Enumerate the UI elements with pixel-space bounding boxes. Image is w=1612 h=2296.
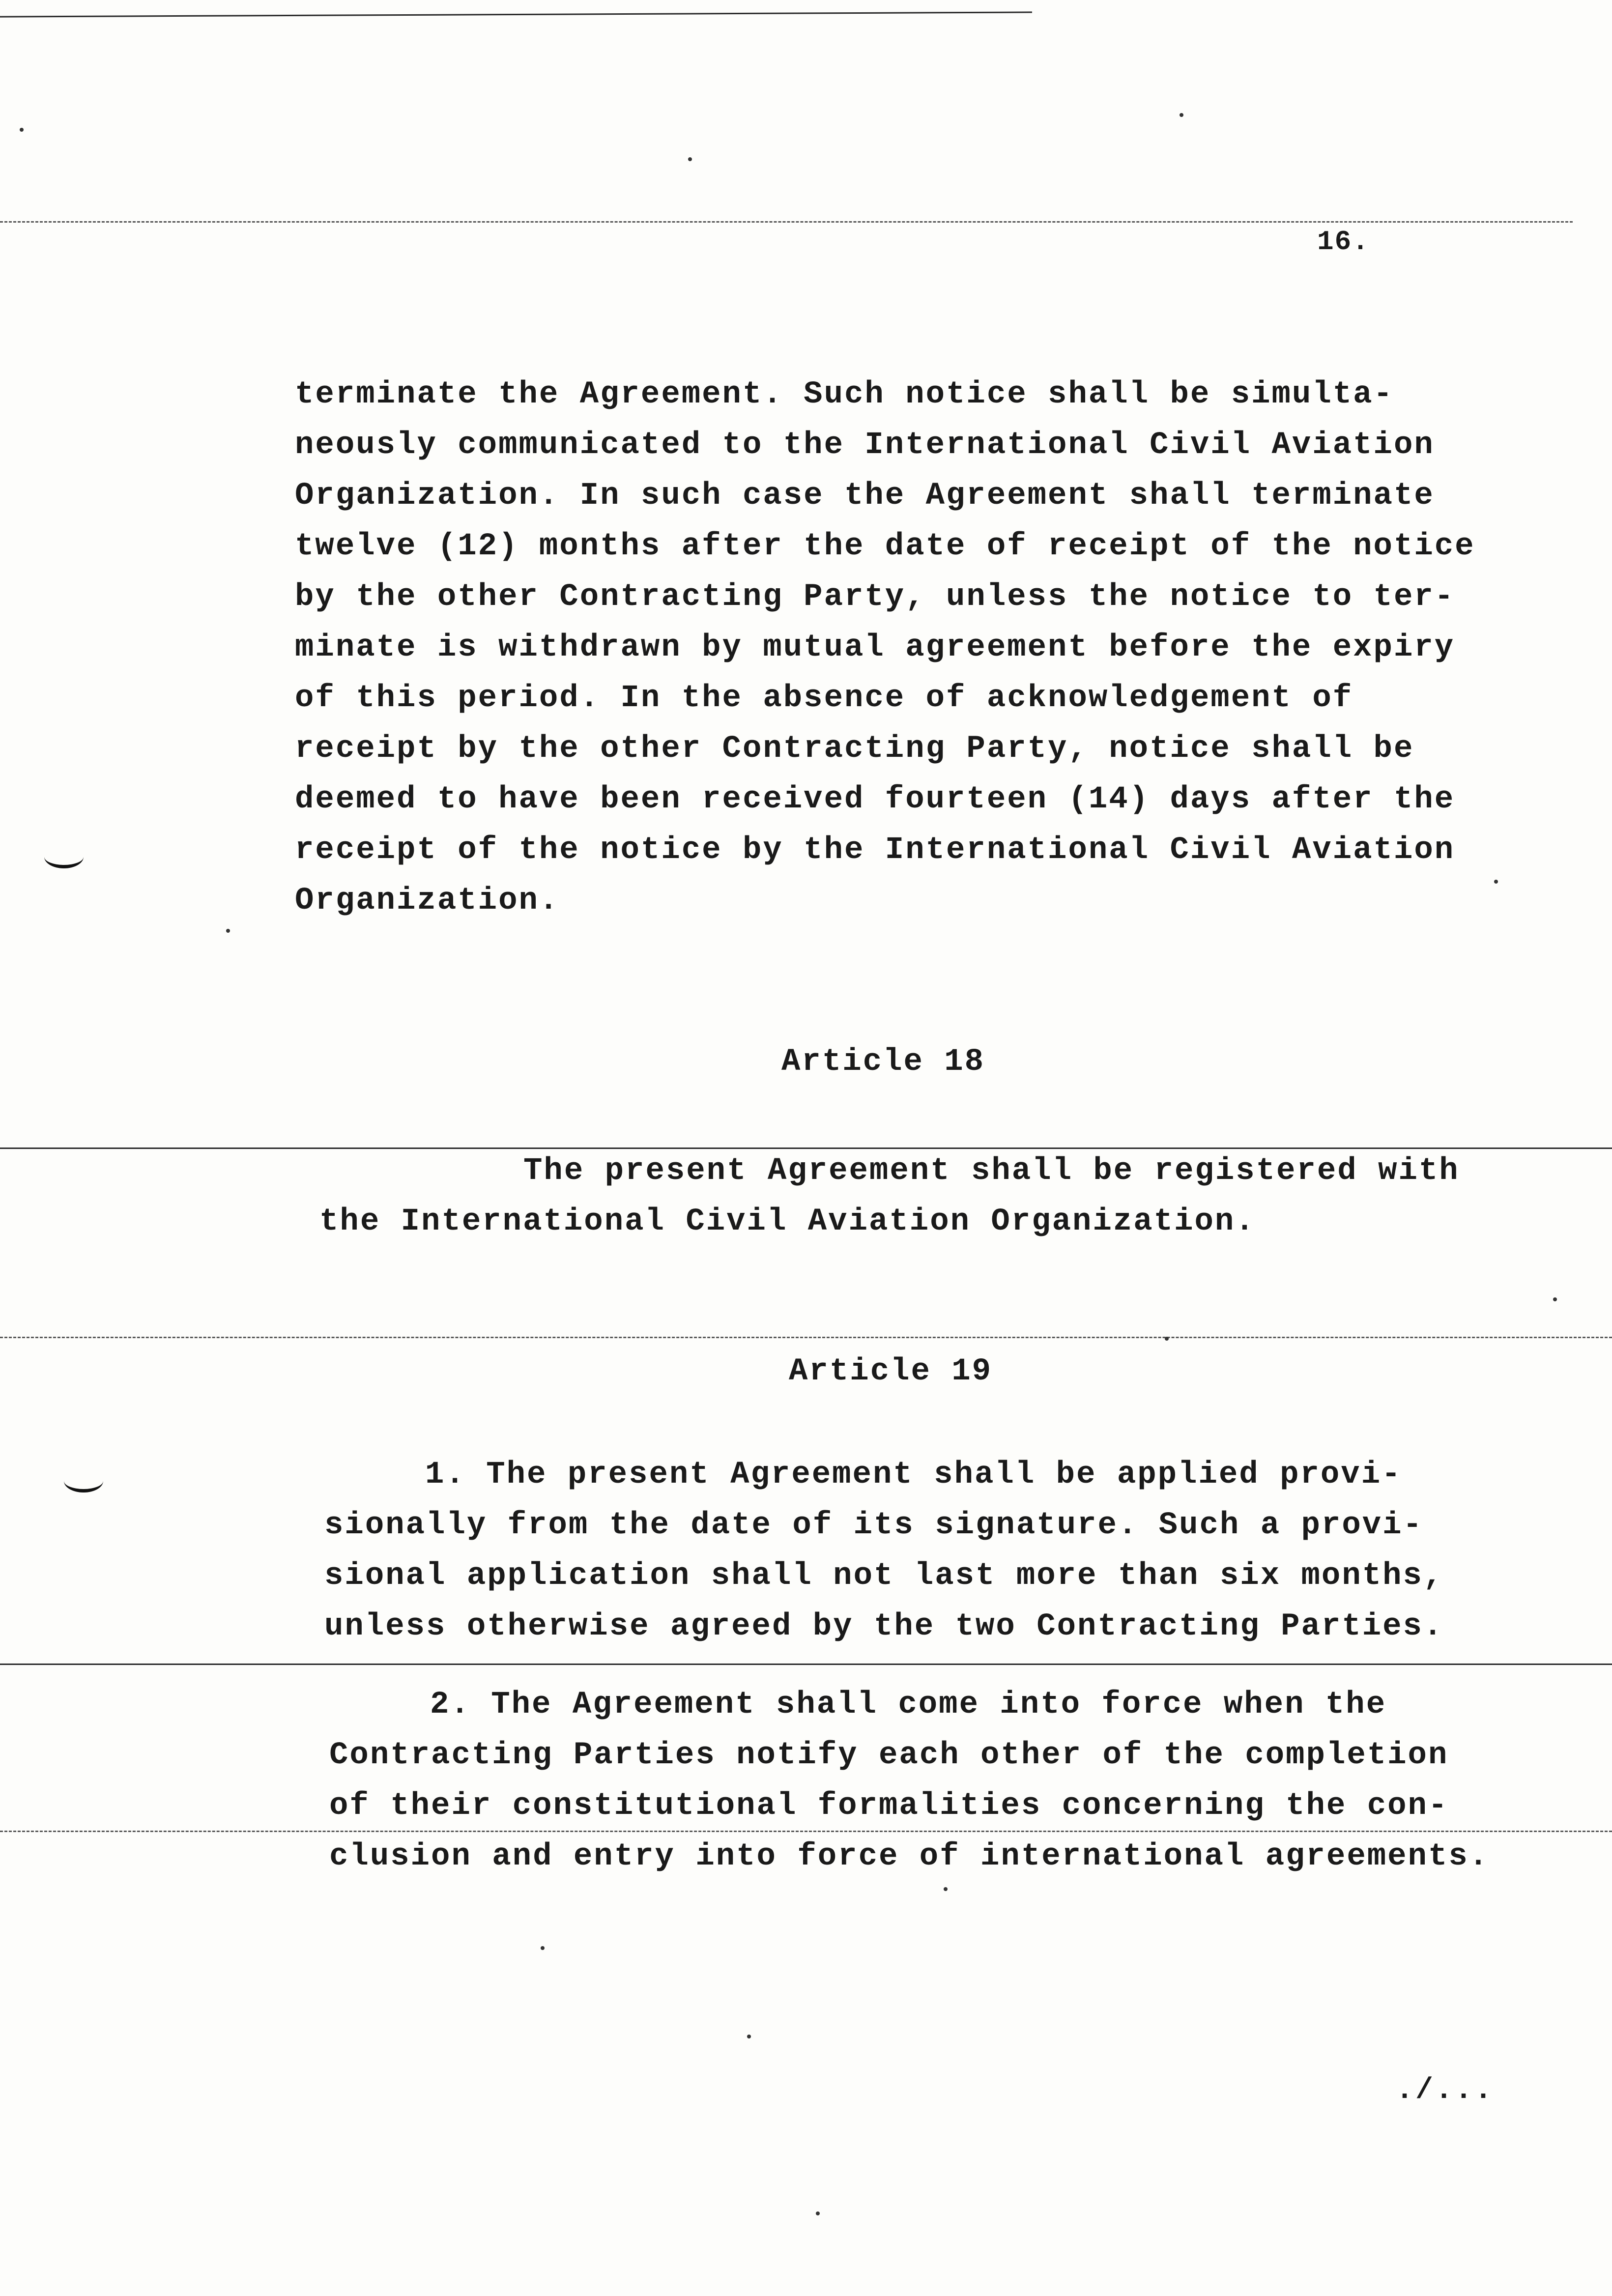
text-line: clusion and entry into force of international agreements.	[329, 1839, 1490, 1874]
text-line: 1. The present Agreement shall be applied provi-	[425, 1457, 1402, 1492]
punch-mark	[44, 845, 84, 868]
article-18-paragraph	[319, 1146, 1460, 1247]
text-line: twelve (12) months after the date of receipt of the notice	[295, 529, 1475, 564]
article-17-tail-paragraph	[295, 370, 1475, 926]
text-line: the International Civil Aviation Organization.	[319, 1204, 1256, 1239]
text-line: unless otherwise agreed by the two Contracting Parties.	[324, 1609, 1444, 1644]
text-line: by the other Contracting Party, unless the notice to ter-	[295, 579, 1455, 615]
punch-mark	[64, 1469, 103, 1492]
article-19-paragraph-1	[324, 1450, 1443, 1652]
text-line: terminate the Agreement. Such notice shall be simulta-	[295, 377, 1394, 412]
text-line: 2. The Agreement shall come into force when the	[430, 1687, 1387, 1722]
text-line: minate is withdrawn by mutual agreement before the expiry	[295, 630, 1455, 665]
speck	[747, 2035, 751, 2038]
text-line: deemed to have been received fourteen (14) days after the	[295, 782, 1455, 817]
speck	[688, 157, 692, 161]
article-19-heading: Article 19	[789, 1354, 993, 1389]
text-line: receipt of the notice by the International Civil Aviation	[295, 832, 1455, 868]
text-line: Organization. In such case the Agreement shall terminate	[295, 478, 1435, 514]
speck	[541, 1946, 545, 1950]
scan-artifact-rule	[0, 1664, 1612, 1665]
text-line: receipt by the other Contracting Party, notice shall be	[295, 731, 1414, 767]
text-line: Contracting Parties notify each other of the completion	[329, 1738, 1449, 1773]
speck	[1165, 1337, 1169, 1341]
speck	[226, 929, 230, 933]
text-line: of this period. In the absence of acknowledgement of	[295, 681, 1353, 716]
text-line: of their constitutional formalities concerning the con-	[329, 1788, 1449, 1824]
speck	[1494, 880, 1498, 884]
speck	[1553, 1297, 1557, 1301]
speck	[944, 1887, 948, 1891]
article-18-heading: Article 18	[781, 1044, 985, 1080]
scan-artifact-rule	[0, 221, 1573, 223]
text-line: neously communicated to the International Civil Aviation	[295, 428, 1435, 463]
text-line: Organization.	[295, 883, 560, 918]
top-edge-rule	[0, 11, 1032, 17]
speck	[816, 2211, 820, 2215]
page-number: 16.	[1317, 226, 1370, 258]
speck	[20, 128, 24, 132]
speck	[1180, 113, 1183, 117]
scan-artifact-rule	[0, 1337, 1612, 1338]
text-line: sional application shall not last more than six months,	[324, 1558, 1444, 1594]
article-19-paragraph-2	[329, 1680, 1489, 1882]
text-line: sionally from the date of its signature. Such a provi-	[324, 1508, 1423, 1543]
text-line: The present Agreement shall be registered with	[523, 1153, 1460, 1189]
continuation-mark: ./...	[1396, 2074, 1495, 2107]
